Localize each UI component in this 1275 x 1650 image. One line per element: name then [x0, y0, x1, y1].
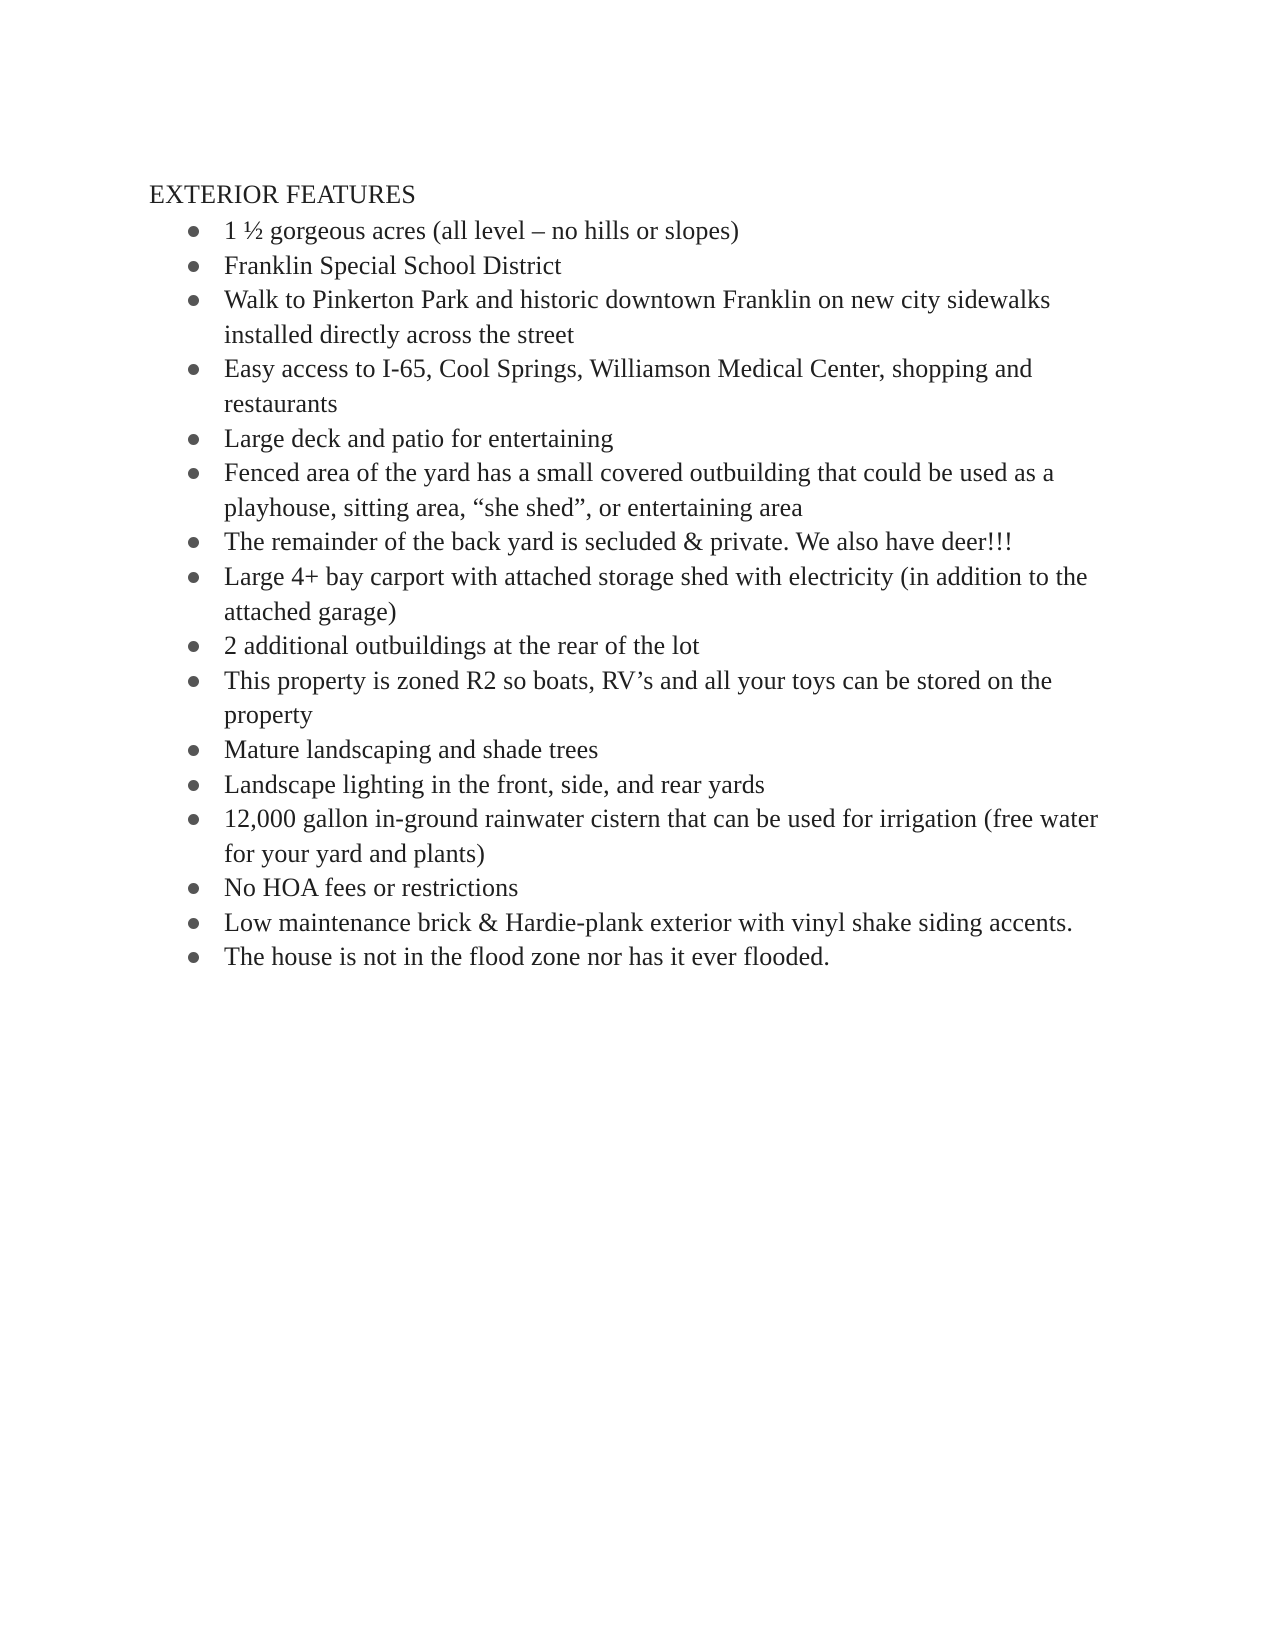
- list-item: [0, 560, 1124, 629]
- list-item: [0, 733, 1124, 768]
- feature-text: Large 4+ bay carport with attached storage shed with electricity (in addition to the attached garage): [224, 561, 1088, 626]
- list-item: [0, 871, 1124, 906]
- bullet-icon: [188, 814, 199, 825]
- bullet-icon: [188, 468, 199, 479]
- feature-text: Franklin Special School District: [224, 250, 562, 280]
- bullet-icon: [188, 295, 199, 306]
- bullet-icon: [188, 883, 199, 894]
- bullet-icon: [188, 364, 199, 375]
- bullet-icon: [188, 261, 199, 272]
- bullet-icon: [188, 641, 199, 652]
- feature-text: Large deck and patio for entertaining: [224, 423, 614, 453]
- feature-text: Fenced area of the yard has a small covered outbuilding that could be used as a playhouse, sitting area, “she shed”, or entertaining area: [224, 458, 1055, 522]
- feature-text: Walk to Pinkerton Park and historic downtown Franklin on new city sidewalks installed directly across the street: [224, 285, 1051, 349]
- bullet-icon: [188, 676, 199, 687]
- list-item: [0, 214, 1124, 249]
- list-item: [0, 768, 1124, 803]
- feature-text: No HOA fees or restrictions: [224, 873, 519, 903]
- bullet-icon: [188, 952, 199, 963]
- bullet-icon: [188, 745, 199, 756]
- bullet-icon: [188, 537, 199, 548]
- bullet-icon: [188, 434, 199, 445]
- feature-text: Landscape lighting in the front, side, and rear yards: [224, 769, 766, 799]
- list-item: [0, 629, 1124, 664]
- list-item: [0, 422, 1124, 457]
- feature-text: The house is not in the flood zone nor has it ever flooded.: [224, 942, 830, 972]
- feature-text: 12,000 gallon in-ground rainwater cistern that can be used for irrigation (free water for your yard and plants): [224, 804, 1099, 868]
- bullet-icon: [188, 572, 199, 583]
- list-item: [0, 352, 1124, 421]
- feature-text: Mature landscaping and shade trees: [224, 734, 599, 764]
- bullet-icon: [188, 226, 199, 237]
- feature-text: Easy access to I-65, Cool Springs, Williamson Medical Center, shopping and restaurants: [224, 354, 1033, 418]
- list-item: [0, 802, 1124, 871]
- feature-text: This property is zoned R2 so boats, RV’s and all your toys can be stored on the property: [224, 665, 1053, 730]
- list-item: [0, 456, 1124, 525]
- feature-list: [0, 214, 1275, 975]
- section-heading: EXTERIOR FEATURES: [149, 180, 417, 209]
- feature-text: 1 ½ gorgeous acres (all level – no hills or slopes): [224, 216, 740, 245]
- bullet-icon: [188, 780, 199, 791]
- list-item: [0, 940, 1124, 975]
- feature-text: Low maintenance brick & Hardie-plank exterior with vinyl shake siding accents.: [224, 907, 1073, 937]
- feature-text: 2 additional outbuildings at the rear of the lot: [224, 631, 700, 661]
- list-item: [0, 249, 1124, 284]
- list-item: [0, 525, 1124, 560]
- list-item: [0, 906, 1124, 941]
- list-item: [0, 283, 1124, 352]
- list-item: [0, 664, 1124, 733]
- feature-text: The remainder of the back yard is secluded & private. We also have deer!!!: [224, 527, 1013, 557]
- bullet-icon: [188, 918, 199, 929]
